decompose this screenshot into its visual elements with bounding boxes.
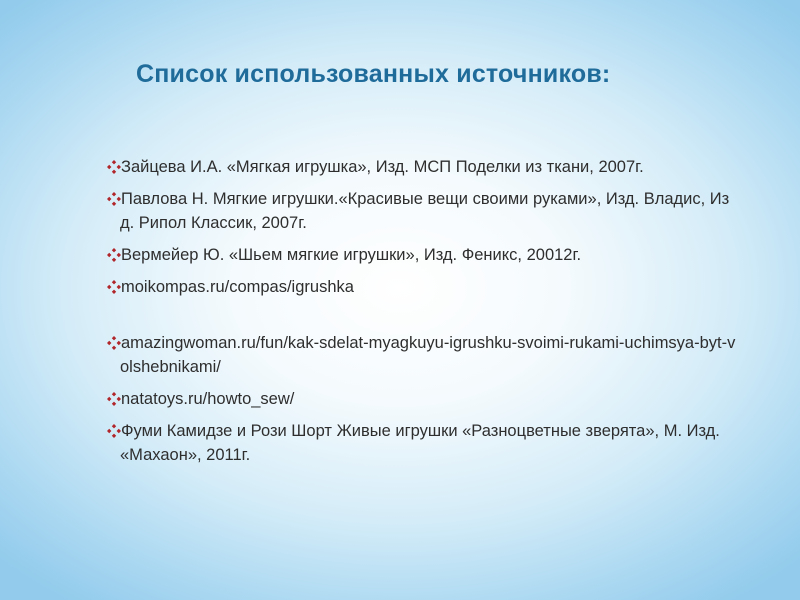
reference-text: moikompas.ru/compas/igrushka [121, 278, 354, 296]
reference-text: Фуми Камидзе и Рози Шорт Живые игрушки «Разноцветные зверята», М. Изд. «Махаон», 2011г. [120, 422, 720, 464]
reference-item [100, 331, 740, 379]
reference-item [100, 155, 740, 179]
reference-text: amazingwoman.ru/fun/kak-sdelat-myagkuyu-igrushku-svoimi-rukami-uchimsya-byt-volshebnikami/ [120, 334, 736, 376]
diamond-bullet-icon [107, 424, 121, 438]
diamond-bullet-icon [107, 192, 121, 206]
references-list [100, 155, 740, 475]
slide-title: Список использованных источников: [136, 60, 611, 88]
reference-item [100, 187, 740, 235]
reference-item [100, 387, 740, 411]
reference-text: Вермейер Ю. «Шьем мягкие игрушки», Изд. Феникс, 20012г. [121, 246, 582, 264]
diamond-bullet-icon [107, 336, 121, 350]
diamond-bullet-icon [107, 392, 121, 406]
reference-text: natatoys.ru/howto_sew/ [121, 390, 295, 408]
reference-item [100, 243, 740, 267]
reference-item [100, 275, 740, 299]
reference-text: Зайцева И.А. «Мягкая игрушка», Изд. МСП Поделки из ткани, 2007г. [121, 158, 644, 176]
diamond-bullet-icon [107, 280, 121, 294]
diamond-bullet-icon [107, 160, 121, 174]
diamond-bullet-icon [107, 248, 121, 262]
reference-item [100, 419, 740, 467]
reference-text: Павлова Н. Мягкие игрушки.«Красивые вещи своими руками», Изд. Владис, Изд. Рипол Классик, 2007г. [120, 190, 730, 232]
